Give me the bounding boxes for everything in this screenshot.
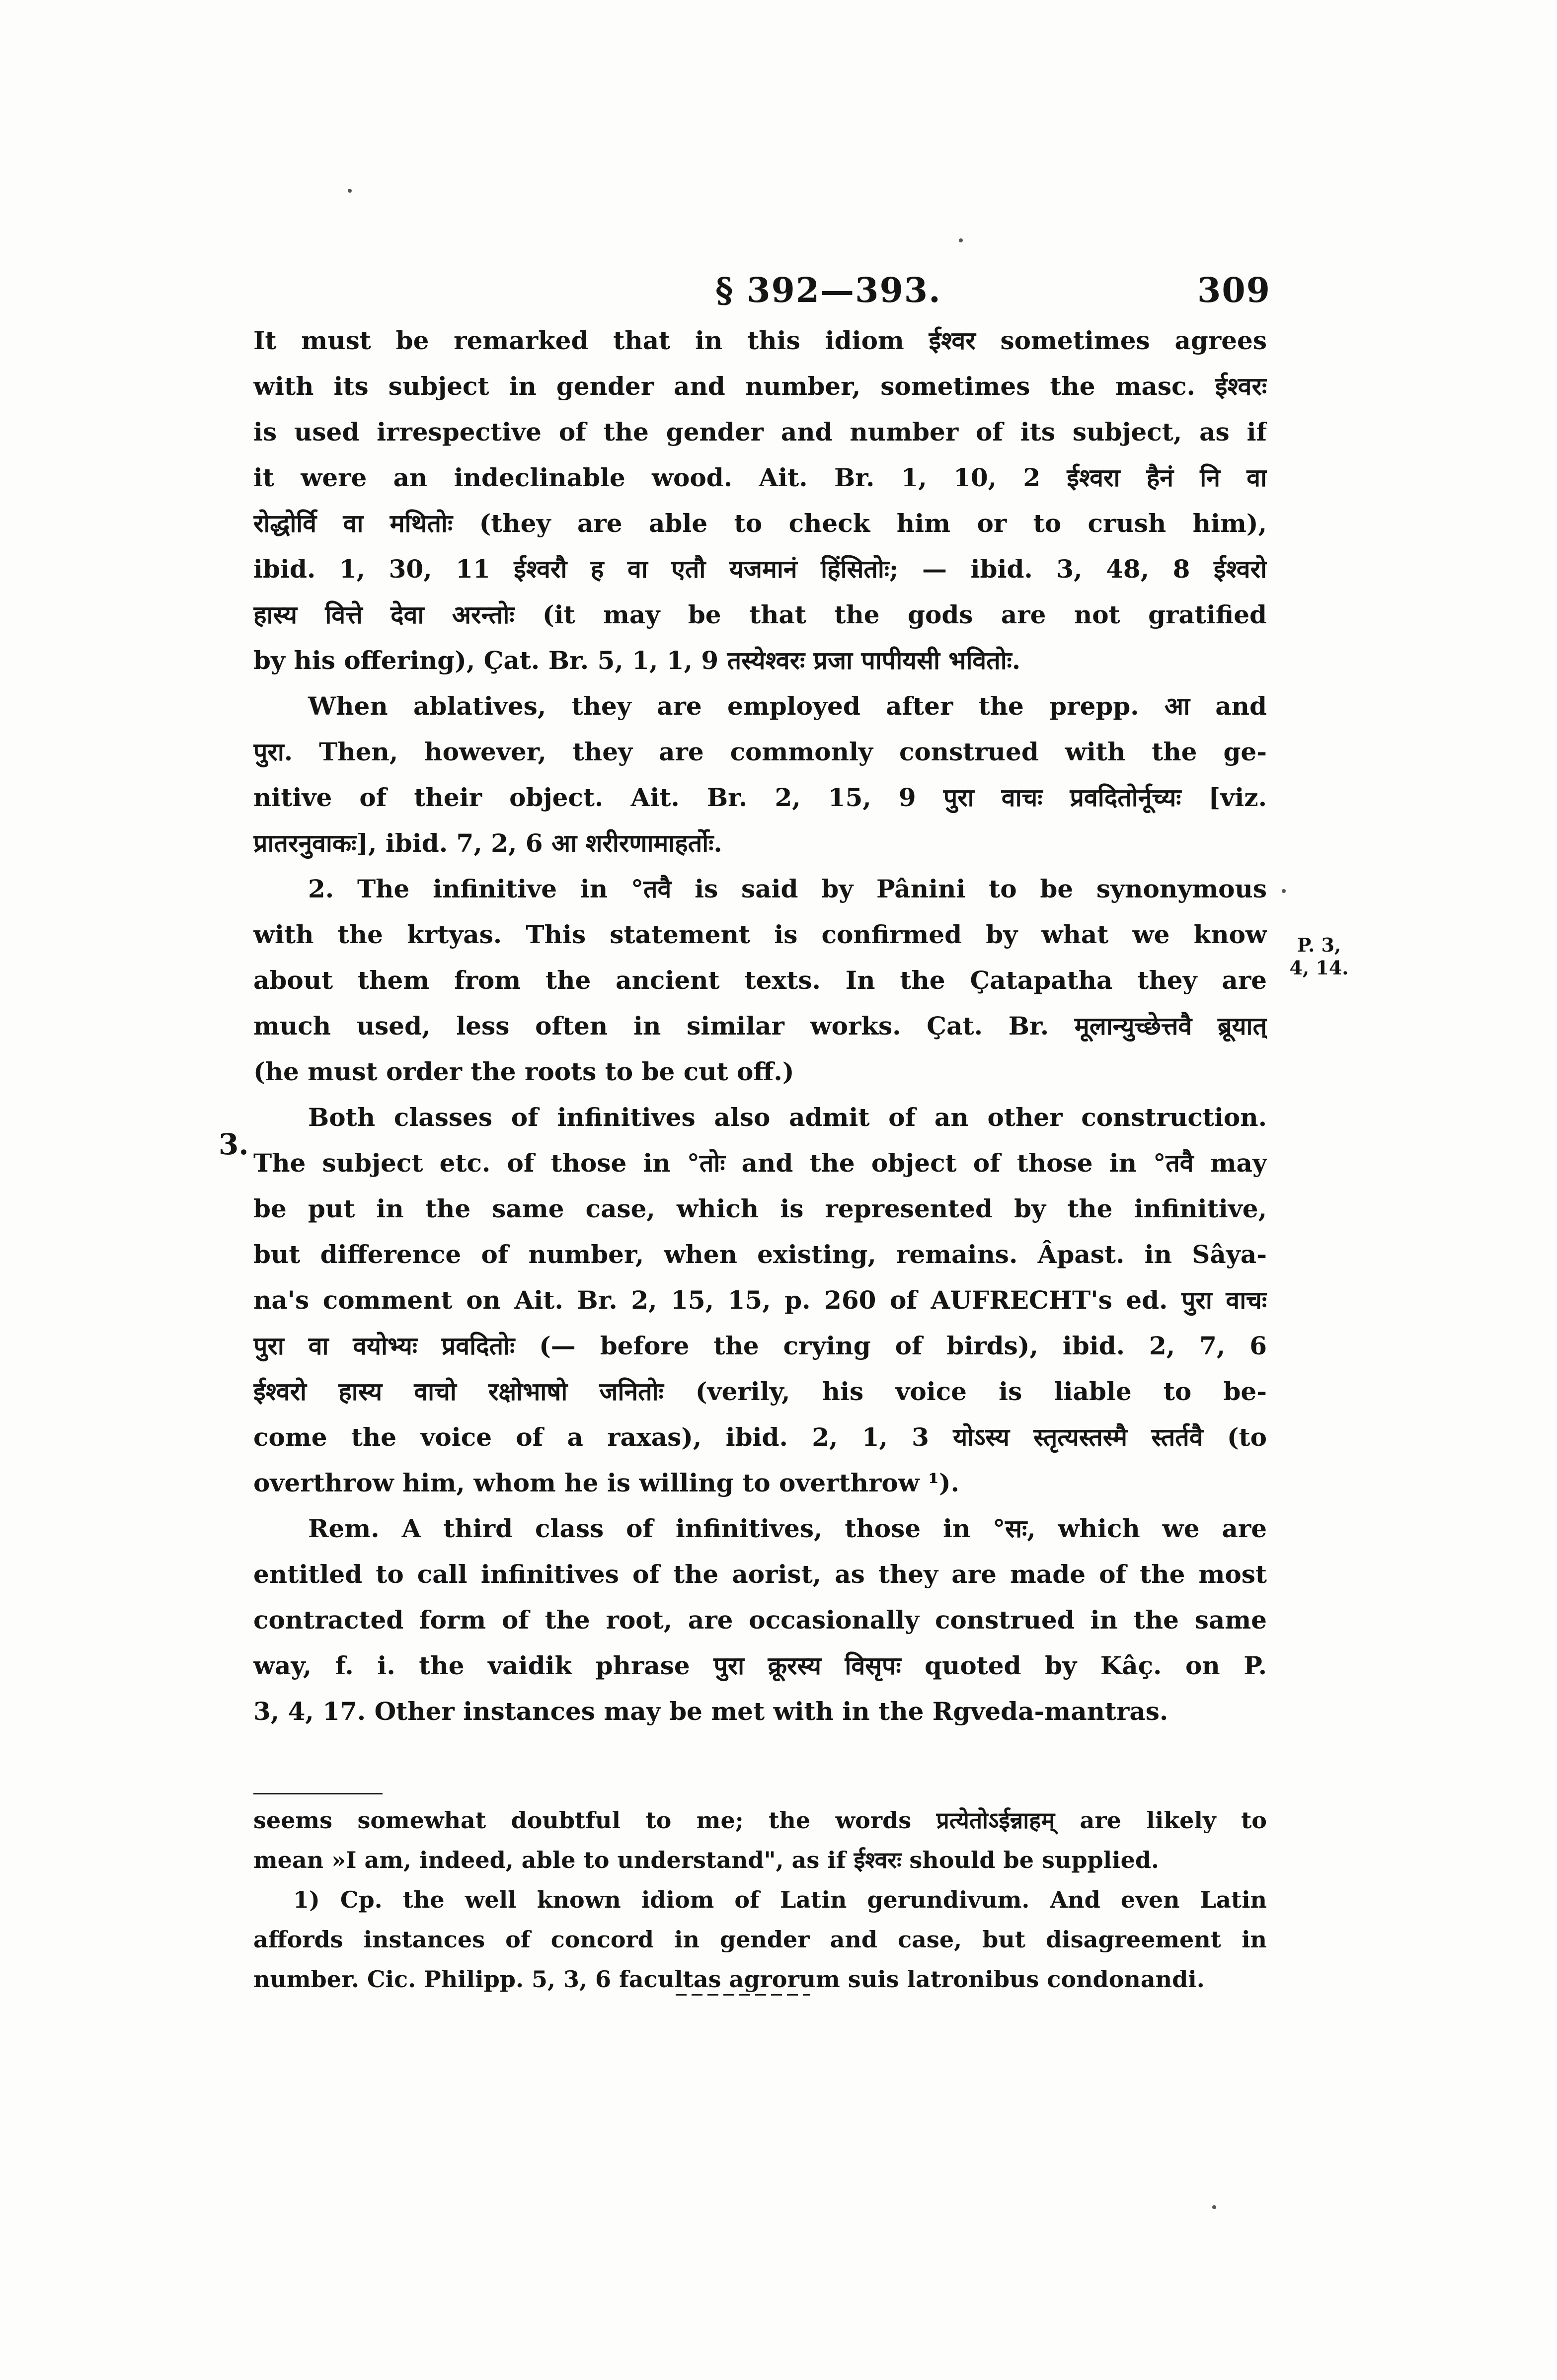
- running-header: [0, 271, 1557, 310]
- text-line: nitive of their object. Ait. Br. 2, 15, 9 पुरा वाचः प्रवदितोर्नूच्यः [viz.: [253, 783, 1267, 812]
- footnote-divider: [253, 1793, 383, 1794]
- scan-speck: [1212, 2205, 1216, 2209]
- footnote-line: number. Cic. Philipp. 5, 3, 6 facultas agrorum suis latronibus condonandi.: [253, 1966, 1205, 1993]
- footnote-line: 1) Cp. the well known idiom of Latin gerundivum. And even Latin: [293, 1886, 1267, 1913]
- text-line: contracted form of the root, are occasionally construed in the same: [253, 1605, 1267, 1635]
- text-line: प्रातरनुवाकः], ibid. 7, 2, 6 आ शरीरणामाहर्तोः.: [253, 828, 722, 858]
- footnote-line: mean »I am, indeed, able to understand", as if ईश्वरः should be supplied.: [253, 1847, 1160, 1873]
- text-line: Both classes of infinitives also admit of an other construction.: [308, 1103, 1267, 1132]
- text-line: 2. The infinitive in °तवै is said by Pânini to be synonymous: [308, 874, 1267, 903]
- margin-item-number: 3.: [219, 1127, 249, 1161]
- scan-speck: [348, 189, 352, 193]
- section-reference: § 392—393.: [715, 271, 941, 310]
- end-divider: [676, 1994, 810, 1996]
- text-line: हास्य वित्ते देवा अरन्तोः (it may be that the gods are not gratified: [253, 600, 1267, 629]
- footnote-line: affords instances of concord in gender and case, but disagreement in: [253, 1926, 1267, 1953]
- footnotes: [253, 1800, 1267, 1999]
- text-line: entitled to call infinitives of the aorist, as they are made of the most: [253, 1560, 1267, 1589]
- scan-speck: [1282, 889, 1286, 893]
- text-line: (he must order the roots to be cut off.): [253, 1057, 794, 1086]
- text-line: 3, 4, 17. Other instances may be met with in the Rgveda-mantras.: [253, 1697, 1168, 1726]
- text-line: पुरा वा वयोभ्यः प्रवदितोः (— before the crying of birds), ibid. 2, 7, 6: [253, 1331, 1267, 1360]
- text-line: When ablatives, they are employed after the prepp. आ and: [308, 691, 1267, 721]
- text-line: way, f. i. the vaidik phrase पुरा क्रूरस्य विसृपः quoted by Kâç. on P.: [253, 1651, 1267, 1680]
- main-text: [253, 318, 1267, 1734]
- text-line: it were an indeclinable wood. Ait. Br. 1, 10, 2 ईश्वरा हैनं नि वा: [253, 463, 1267, 492]
- text-line: with the krtyas. This statement is confirmed by what we know: [253, 920, 1267, 949]
- text-line: with its subject in gender and number, sometimes the masc. ईश्वरः: [253, 372, 1267, 401]
- text-line: come the voice of a raxas), ibid. 2, 1, 3 योऽस्य स्तृत्यस्तस्मै स्तर्तवै (to: [253, 1422, 1267, 1452]
- text-line: but difference of number, when existing, remains. Âpast. in Sâya-: [253, 1240, 1267, 1269]
- text-line: रोद्धोर्वि वा मथितोः (they are able to check him or to crush him),: [253, 509, 1267, 538]
- paragraph: [253, 683, 1267, 866]
- text-line: It must be remarked that in this idiom ईश्वर sometimes agrees: [253, 326, 1267, 355]
- text-line: about them from the ancient texts. In the Çatapatha they are: [253, 966, 1267, 995]
- text-line: पुरा. Then, however, they are commonly construed with the ge-: [253, 737, 1267, 766]
- text-line: ईश्वरो हास्य वाचो रक्षोभाषो जनितोः (verily, his voice is liable to be-: [253, 1377, 1267, 1406]
- footnote-line: seems somewhat doubtful to me; the words प्रत्येतोऽईन्नाहम् are likely to: [253, 1807, 1267, 1834]
- text-line: overthrow him, whom he is willing to overthrow ¹).: [253, 1468, 960, 1497]
- paragraph: [253, 1095, 1267, 1506]
- scan-speck: [959, 238, 963, 242]
- text-line: is used irrespective of the gender and number of its subject, as if: [253, 417, 1267, 446]
- text-line: be put in the same case, which is represented by the infinitive,: [253, 1194, 1267, 1223]
- text-line: The subject etc. of those in °तोः and the object of those in °तवै may: [253, 1148, 1267, 1178]
- paragraph: [253, 1506, 1267, 1734]
- paragraph: [253, 866, 1267, 1095]
- margin-reference: P. 3, 4, 14.: [1289, 934, 1349, 979]
- text-line: much used, less often in similar works. Çat. Br. मूलान्युच्छेत्तवै ब्रूयात्: [253, 1011, 1267, 1041]
- page-number: 309: [1197, 271, 1271, 310]
- paragraph: [253, 318, 1267, 683]
- text-line: Rem. A third class of infinitives, those in °सः, which we are: [308, 1514, 1267, 1543]
- text-line: by his offering), Çat. Br. 5, 1, 1, 9 तस्येश्वरः प्रजा पापीयसी भवितोः.: [253, 646, 1021, 675]
- text-line: ibid. 1, 30, 11 ईश्वरौ ह वा एतौ यजमानं हिंसितोः; — ibid. 3, 48, 8 ईश्वरो: [253, 554, 1267, 584]
- text-line: na's comment on Ait. Br. 2, 15, 15, p. 260 of AUFRECHT's ed. पुरा वाचः: [253, 1285, 1267, 1315]
